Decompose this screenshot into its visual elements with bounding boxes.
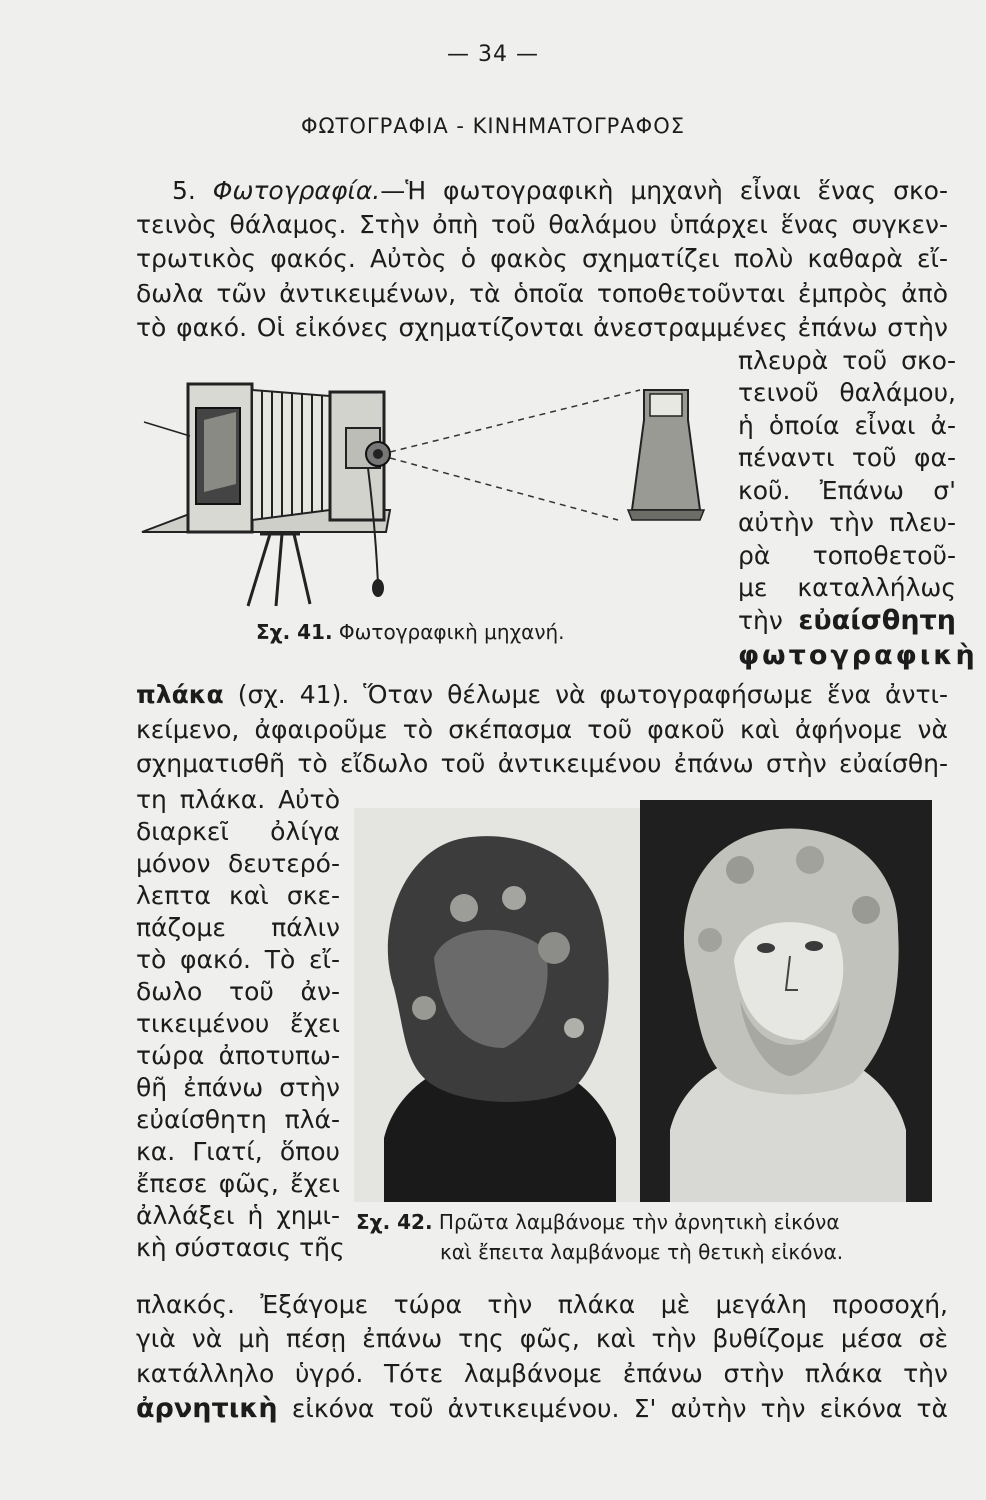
fig41-caption bbox=[256, 620, 565, 644]
camera-figure bbox=[140, 360, 720, 610]
text-line: γιὰ νὰ μὴ πέσῃ ἐπάνω της φῶς, καὶ τὴν βυθίζομε μέσα σὲ bbox=[136, 1324, 948, 1353]
narrow-text-line: διαρκεῖ ὀλίγα bbox=[136, 817, 340, 846]
narrow-text-line: μόνον δευτερό- bbox=[136, 849, 340, 878]
text-line: δωλα τῶν ἀντικειμένων, τὰ ὁποῖα τοποθετοῦνται ἐμπρὸς ἀπὸ bbox=[136, 279, 948, 308]
narrow-text-line: ἀλλάξει ἡ χημι- bbox=[136, 1201, 340, 1230]
text-line: τεινὸς θάλαμος. Στὴν ὀπὴ τοῦ θαλάμου ὑπάρχει ἕνας συγκεν- bbox=[136, 210, 948, 239]
fig42-caption-line2: καὶ ἔπειτα λαμβάνομε τὴ θετικὴ εἰκόνα. bbox=[440, 1240, 844, 1264]
narrow-text-line: κὴ σύστασις τῆς bbox=[136, 1233, 345, 1262]
narrow-text-line: δωλο τοῦ ἀν- bbox=[136, 977, 340, 1006]
text-line: τὸ φακό. Οἱ εἰκόνες σχηματίζονται ἀνεστραμμένες ἐπάνω στὴν bbox=[136, 313, 948, 342]
narrow-text-line: εὐαίσθητη πλά- bbox=[136, 1105, 340, 1134]
fig41-text: Φωτογραφικὴ μηχανή. bbox=[338, 620, 565, 644]
narrow-text-line: πάζομε πάλιν bbox=[136, 913, 340, 942]
side-text-the: τὴν bbox=[738, 606, 783, 635]
page-number: — 34 — bbox=[447, 42, 539, 67]
narrow-text-line: τη πλάκα. Αὐτὸ bbox=[136, 785, 340, 814]
text-line: κείμενο, ἀφαιροῦμε τὸ σκέπασμα τοῦ φακοῦ καὶ ἀφήνομε νὰ bbox=[136, 715, 948, 744]
side-text-line: κοῦ. Ἐπάνω σ' bbox=[738, 476, 956, 505]
fig42-caption bbox=[356, 1210, 840, 1234]
text-line: κατάλληλο ὑγρό. Τότε λαμβάνομε ἐπάνω στὴν πλάκα τὴν bbox=[136, 1359, 948, 1388]
side-text-line: αὐτὴν τὴν πλευ- bbox=[738, 508, 956, 537]
section-heading: Φωτογραφία. bbox=[212, 176, 381, 205]
narrow-text-line: τὸ φακό. Τὸ εἴ- bbox=[136, 945, 340, 974]
narrow-text-line: θῆ ἐπάνω στὴν bbox=[136, 1073, 340, 1102]
text-line: τρωτικὸς φακός. Αὐτὸς ὁ φακὸς σχηματίζει πολὺ καθαρὰ εἴ- bbox=[136, 244, 948, 273]
bold-term-plate: πλάκα bbox=[136, 680, 224, 709]
bold-term-photographic: φωτογραφικὴ bbox=[738, 640, 978, 671]
text-line: πλακός. Ἐξάγομε τώρα τὴν πλάκα μὲ μεγάλη προσοχή, bbox=[136, 1290, 948, 1319]
object-vase-icon bbox=[628, 390, 704, 520]
positive-bust-image bbox=[640, 800, 932, 1202]
side-text-line-with-term bbox=[738, 606, 956, 636]
fig42-line1: Πρῶτα λαμβάνομε τὴν ἀρνητικὴ εἰκόνα bbox=[438, 1210, 840, 1234]
last-line-text: εἰκόνα τοῦ ἀντικειμένου. Σ' αὐτὴν τὴν εἰκόνα τὰ bbox=[291, 1394, 949, 1423]
bold-term-line bbox=[738, 640, 978, 671]
camera-bellows bbox=[252, 390, 330, 520]
narrow-text-line: ἔπεσε φῶς, ἔχει bbox=[136, 1169, 340, 1198]
light-rays bbox=[390, 390, 640, 520]
para2-first-line bbox=[136, 680, 948, 710]
side-text-line: πέναντι τοῦ φα- bbox=[738, 443, 956, 472]
side-text-line: ἡ ὁποία εἶναι ἀ- bbox=[738, 411, 956, 440]
negative-photo bbox=[354, 808, 640, 1202]
section-line1-text: —Ἡ φωτογραφικὴ μηχανὴ εἶναι ἕνας σκο- bbox=[380, 176, 948, 205]
positive-photo bbox=[640, 800, 932, 1202]
fig41-label: Σχ. 41. bbox=[256, 620, 333, 644]
side-text-line: τεινοῦ θαλάμου, bbox=[738, 378, 956, 407]
bold-term-sensitive: εὐαίσθητη bbox=[798, 605, 956, 636]
tripod bbox=[248, 534, 310, 606]
text-line: σχηματισθῆ τὸ εἴδωλο τοῦ ἀντικειμένου ἐπάνω στὴν εὐαίσθη- bbox=[136, 749, 948, 778]
para2-line1-text: (σχ. 41). Ὅταν θέλωμε νὰ φωτογραφήσωμε ἕνα ἀντι- bbox=[237, 680, 948, 709]
section-number: 5. bbox=[172, 176, 196, 205]
section-first-line bbox=[172, 176, 948, 206]
bold-term-negative: ἀρνητικὴ bbox=[136, 1393, 278, 1424]
narrow-text-line: τικειμένου ἔχει bbox=[136, 1009, 340, 1038]
lens-aperture bbox=[373, 449, 383, 459]
side-text-line: ρὰ τοποθετοῦ- bbox=[738, 541, 956, 570]
fig42-label: Σχ. 42. bbox=[356, 1210, 433, 1234]
negative-bust-image bbox=[354, 808, 640, 1202]
cable-bulb bbox=[372, 579, 384, 597]
last-line bbox=[136, 1394, 948, 1424]
narrow-text-line: τώρα ἀποτυπω- bbox=[136, 1041, 340, 1070]
narrow-text-line: λεπτα καὶ σκε- bbox=[136, 881, 340, 910]
side-text-line: με καταλλήλως bbox=[738, 573, 956, 602]
narrow-text-line: κα. Γιατί, ὅπου bbox=[136, 1137, 340, 1166]
ground-glass-image bbox=[204, 412, 236, 492]
chapter-title: ΦΩΤΟΓΡΑΦΙΑ - ΚΙΝΗΜΑΤΟΓΡΑΦΟΣ bbox=[300, 114, 686, 138]
side-text-line: πλευρὰ τοῦ σκο- bbox=[738, 346, 956, 375]
pointer-line bbox=[144, 422, 190, 436]
